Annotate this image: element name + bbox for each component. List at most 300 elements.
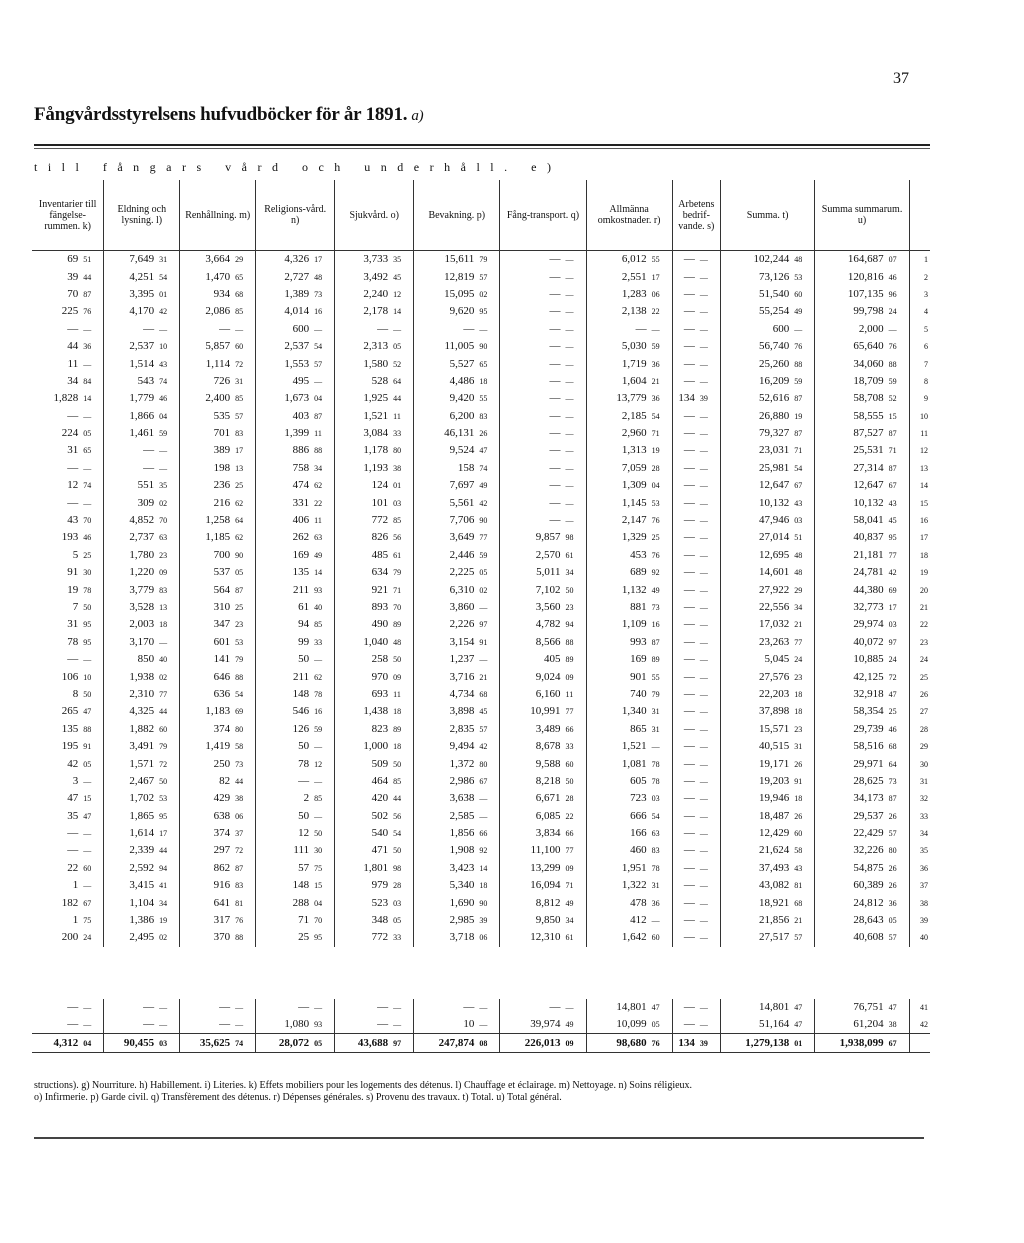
ore-cell: — (157, 442, 180, 459)
ore-cell: 75 (81, 912, 104, 929)
amount-cell: 4,251 (129, 270, 155, 283)
ore-cell: 87 (887, 425, 910, 442)
amount-cell: 12,819 (444, 270, 475, 283)
ore-cell: 22 (650, 303, 673, 320)
amount-cell: 921 (371, 583, 389, 596)
amount-cell: 31 (67, 444, 79, 457)
amount-cell: — (683, 792, 695, 805)
ore-cell: 45 (391, 268, 414, 285)
amount-cell: 2,737 (129, 531, 155, 544)
row-number: 22 (920, 620, 928, 630)
ore-cell: — (81, 460, 104, 477)
amount-cell: 9,620 (449, 305, 475, 318)
ore-cell: 77 (563, 703, 586, 720)
ore-cell: — (698, 912, 721, 929)
amount-cell: — (143, 1018, 155, 1031)
amount-cell: — (683, 705, 695, 718)
ore-cell: 95 (312, 929, 335, 946)
amount-cell: 1,642 (621, 931, 647, 944)
ore-cell: 57 (477, 268, 500, 285)
row-number: 1 (924, 255, 928, 265)
amount-cell: 12 (298, 827, 310, 840)
amount-cell: 14,801 (759, 1000, 790, 1013)
ore-cell: 54 (792, 460, 815, 477)
amount-cell: — (683, 427, 695, 440)
ore-cell: — (698, 808, 721, 825)
ore-cell: — (391, 999, 414, 1016)
table-row (32, 494, 930, 511)
ore-cell: 85 (312, 790, 335, 807)
amount-cell: 78 (298, 757, 310, 770)
amount-cell: 1,521 (363, 409, 389, 422)
amount-cell: — (549, 496, 561, 509)
ore-cell: — (312, 738, 335, 755)
ore-cell: 62 (233, 494, 256, 511)
amount-cell: 40,072 (853, 635, 884, 648)
ore-cell: 15 (887, 408, 910, 425)
ore-cell: 73 (887, 773, 910, 790)
amount-cell: 3,664 (205, 253, 231, 266)
ore-cell: 11 (312, 425, 335, 442)
ore-cell: 78 (650, 755, 673, 772)
ore-cell: 40 (312, 599, 335, 616)
ore-cell: 23 (563, 599, 586, 616)
amount-cell: 198 (213, 461, 231, 474)
amount-cell: 600 (772, 322, 790, 335)
amount-cell: 490 (371, 618, 389, 631)
amount-cell: 1,866 (129, 409, 155, 422)
amount-cell: 1,372 (449, 757, 475, 770)
amount-cell: 288 (292, 896, 310, 909)
amount-cell: 1,279,138 (720, 1034, 792, 1052)
ore-cell: — (698, 999, 721, 1016)
amount-cell: 4,326 (284, 253, 310, 266)
ore-cell: — (698, 321, 721, 338)
amount-cell: 10 (463, 1018, 475, 1031)
ore-cell: 96 (887, 286, 910, 303)
amount-cell: 1,145 (621, 496, 647, 509)
amount-cell: — (219, 1018, 231, 1031)
amount-cell: 2,537 (284, 340, 310, 353)
amount-cell: — (683, 531, 695, 544)
amount-cell: 22 (67, 861, 79, 874)
ledger-table-wrap (32, 180, 930, 1053)
ore-cell: — (157, 321, 180, 338)
amount-cell: 29,739 (853, 722, 884, 735)
amount-cell: 543 (137, 374, 155, 387)
amount-cell: 2,446 (449, 548, 475, 561)
amount-cell: 5,857 (205, 340, 231, 353)
ore-cell: 89 (563, 651, 586, 668)
row-number: 29 (920, 742, 928, 752)
ore-cell: — (477, 999, 500, 1016)
ore-cell: — (563, 303, 586, 320)
ore-cell: 72 (887, 668, 910, 685)
ore-cell: 05 (233, 564, 256, 581)
table-row (32, 1016, 930, 1034)
ore-cell: 13 (157, 599, 180, 616)
ore-cell: — (81, 999, 104, 1016)
amount-cell: — (549, 340, 561, 353)
row-number: 23 (920, 637, 928, 647)
ore-cell: 07 (887, 251, 910, 269)
ore-cell: 79 (391, 564, 414, 581)
amount-cell: 8,566 (535, 635, 561, 648)
amount-cell: 4,312 (32, 1034, 81, 1052)
table-row (32, 564, 930, 581)
ore-cell: 87 (887, 790, 910, 807)
amount-cell: — (683, 722, 695, 735)
ore-cell: 02 (157, 668, 180, 685)
amount-cell: 224 (61, 427, 79, 440)
ore-cell: 67 (887, 477, 910, 494)
column-header: Sjukvård. o) (335, 180, 414, 251)
amount-cell: 195 (61, 740, 79, 753)
amount-cell: 15,571 (759, 722, 790, 735)
ore-cell: 57 (887, 825, 910, 842)
amount-cell: 1,780 (129, 548, 155, 561)
amount-cell: — (67, 461, 79, 474)
ore-cell: 78 (81, 581, 104, 598)
ore-cell: 31 (650, 721, 673, 738)
ore-cell: 87 (233, 860, 256, 877)
amount-cell: 1,329 (621, 531, 647, 544)
ore-cell: 09 (391, 668, 414, 685)
row-number: 6 (924, 342, 928, 352)
amount-cell: 29,974 (853, 618, 884, 631)
ore-cell: 73 (233, 755, 256, 772)
amount-cell: 1,580 (363, 357, 389, 370)
ore-cell: 47 (477, 442, 500, 459)
row-number: 39 (920, 916, 928, 926)
amount-cell: 19 (67, 583, 79, 596)
amount-cell: 24,781 (853, 566, 884, 579)
amount-cell: 3,718 (449, 931, 475, 944)
amount-cell: 65,640 (853, 340, 884, 353)
ore-cell: 57 (792, 929, 815, 946)
ore-cell: 47 (650, 999, 673, 1016)
amount-cell: 3,560 (535, 601, 561, 613)
ore-cell: 26 (887, 808, 910, 825)
ore-cell: 38 (887, 1016, 910, 1034)
ore-cell: 50 (391, 651, 414, 668)
amount-cell: 17,032 (759, 618, 790, 631)
ore-cell: 77 (157, 686, 180, 703)
amount-cell: 6,310 (449, 583, 475, 596)
ore-cell: — (698, 877, 721, 894)
ledger-body (32, 251, 930, 1053)
amount-cell: 211 (293, 583, 310, 596)
amount-cell: 28,072 (256, 1034, 312, 1052)
ore-cell: — (477, 808, 500, 825)
amount-cell: 4,852 (129, 514, 155, 527)
amount-cell: 2,240 (363, 287, 389, 300)
ore-cell: 50 (391, 842, 414, 859)
ore-cell: 88 (792, 355, 815, 372)
amount-cell: 464 (371, 774, 389, 787)
ore-cell: 76 (650, 1034, 673, 1052)
ore-cell: 26 (477, 425, 500, 442)
ore-cell: 09 (563, 668, 586, 685)
amount-cell: — (549, 287, 561, 300)
ore-cell: 14 (312, 564, 335, 581)
amount-cell: 21,624 (759, 844, 790, 857)
ore-cell: — (698, 825, 721, 842)
table-row (32, 738, 930, 755)
amount-cell: 772 (371, 514, 389, 527)
ore-cell: 57 (887, 929, 910, 946)
table-row (32, 860, 930, 877)
table-row (32, 303, 930, 320)
amount-cell: 1,237 (449, 653, 475, 666)
ore-cell: — (563, 286, 586, 303)
ore-cell: 31 (233, 373, 256, 390)
row-number: 24 (920, 655, 928, 665)
amount-cell: 4,486 (449, 374, 475, 387)
ore-cell: 11 (391, 408, 414, 425)
ore-cell: 46 (81, 529, 104, 546)
ore-cell: — (563, 425, 586, 442)
amount-cell: 916 (213, 879, 231, 892)
amount-cell: 1,386 (129, 914, 155, 927)
ore-cell: — (698, 755, 721, 772)
ore-cell: 05 (391, 338, 414, 355)
ore-cell: 31 (792, 738, 815, 755)
ore-cell: 79 (650, 686, 673, 703)
amount-cell: 3,489 (535, 722, 561, 735)
table-row (32, 773, 930, 790)
amount-cell: 236 (213, 479, 231, 492)
amount-cell: 35 (67, 809, 79, 822)
amount-cell: 5,561 (449, 496, 475, 509)
ore-cell: 11 (563, 686, 586, 703)
amount-cell: 1,438 (363, 705, 389, 718)
ore-cell: 76 (81, 303, 104, 320)
amount-cell: 2,086 (205, 305, 231, 318)
ore-cell: 14 (477, 860, 500, 877)
ore-cell: 36 (650, 355, 673, 372)
amount-cell: — (143, 444, 155, 457)
amount-cell: 225 (61, 305, 79, 318)
ore-cell: 93 (312, 581, 335, 598)
amount-cell: 26,880 (759, 409, 790, 422)
ore-cell: 53 (792, 268, 815, 285)
ore-cell: — (698, 651, 721, 668)
ore-cell: 24 (81, 929, 104, 946)
ore-cell: — (698, 425, 721, 442)
amount-cell: 403 (292, 409, 310, 422)
ore-cell: 50 (312, 825, 335, 842)
row-number: 38 (920, 898, 928, 908)
amount-cell: 54,875 (853, 861, 884, 874)
ore-cell: 48 (792, 251, 815, 269)
ore-cell: 87 (792, 390, 815, 407)
ore-cell: 44 (233, 773, 256, 790)
amount-cell: 5,527 (449, 357, 475, 370)
ore-cell: 64 (391, 373, 414, 390)
amount-cell: 58,354 (853, 705, 884, 718)
ore-cell: 52 (887, 390, 910, 407)
amount-cell: — (683, 687, 695, 700)
amount-cell: — (683, 601, 695, 613)
ore-cell: 94 (563, 616, 586, 633)
amount-cell: 1,673 (284, 392, 310, 405)
amount-cell: — (377, 322, 389, 335)
amount-cell: — (549, 374, 561, 387)
ore-cell: 26 (887, 877, 910, 894)
row-number: 40 (920, 933, 928, 943)
amount-cell: — (683, 566, 695, 579)
amount-cell: 7,059 (621, 461, 647, 474)
ore-cell: 19 (157, 912, 180, 929)
amount-cell: 47,946 (759, 514, 790, 527)
ore-cell: 05 (391, 912, 414, 929)
amount-cell: 1,080 (284, 1018, 310, 1031)
amount-cell: 58,708 (853, 392, 884, 405)
ore-cell: 91 (792, 773, 815, 790)
amount-cell: 2,570 (535, 548, 561, 561)
amount-cell: 1,925 (363, 392, 389, 405)
ore-cell: 42 (157, 303, 180, 320)
amount-cell: 42 (67, 757, 79, 770)
amount-cell: 970 (371, 670, 389, 683)
amount-cell: 901 (630, 670, 647, 683)
amount-cell: 1,183 (205, 705, 231, 718)
amount-cell: 25,981 (759, 461, 790, 474)
table-row (32, 668, 930, 685)
amount-cell: 51,540 (759, 287, 790, 300)
amount-cell: 71 (298, 914, 310, 927)
ore-cell: 05 (650, 1016, 673, 1034)
ore-cell: 47 (81, 703, 104, 720)
amount-cell: 700 (213, 548, 231, 561)
amount-cell: 535 (213, 409, 231, 422)
amount-cell: 46,131 (444, 427, 475, 440)
amount-cell: 2,537 (129, 340, 155, 353)
ore-cell: 90 (477, 894, 500, 911)
amount-cell: 689 (630, 566, 647, 579)
ore-cell: — (563, 390, 586, 407)
amount-cell: 12,310 (530, 931, 561, 944)
ore-cell: 76 (887, 338, 910, 355)
ore-cell: 33 (391, 929, 414, 946)
amount-cell: 24,812 (853, 896, 884, 909)
amount-cell: 5,045 (764, 653, 790, 666)
ore-cell: 48 (792, 547, 815, 564)
ore-cell: 02 (477, 581, 500, 598)
amount-cell: 478 (630, 896, 647, 909)
ore-cell: 03 (792, 512, 815, 529)
ore-cell: 55 (650, 251, 673, 269)
amount-cell: — (683, 740, 695, 753)
table-row (32, 338, 930, 355)
ore-cell: 14 (391, 303, 414, 320)
ore-cell: 73 (650, 599, 673, 616)
amount-cell: 28,643 (853, 914, 884, 927)
amount-cell: 141 (213, 653, 231, 666)
ore-cell: 77 (792, 634, 815, 651)
ore-cell: — (477, 321, 500, 338)
amount-cell: 1,132 (621, 583, 647, 596)
ore-cell: — (698, 477, 721, 494)
amount-cell: 32,918 (853, 687, 884, 700)
amount-cell: 297 (213, 844, 231, 857)
amount-cell: 34 (67, 374, 79, 387)
ore-cell: 42 (477, 738, 500, 755)
ore-cell: 06 (477, 929, 500, 946)
ore-cell: 60 (792, 825, 815, 842)
row-number: 26 (920, 689, 928, 699)
ore-cell: 04 (81, 1034, 104, 1052)
ore-cell: — (563, 321, 586, 338)
amount-cell: 32,226 (853, 844, 884, 857)
amount-cell: 82 (219, 774, 231, 787)
ore-cell: 06 (650, 286, 673, 303)
amount-cell: 34,173 (853, 792, 884, 805)
amount-cell: 693 (371, 687, 389, 700)
amount-cell: 40,608 (853, 931, 884, 944)
amount-cell: 2,178 (363, 305, 389, 318)
ore-cell: 10 (157, 338, 180, 355)
amount-cell: 523 (371, 896, 389, 909)
table-row (32, 355, 930, 372)
ore-cell: 44 (81, 268, 104, 285)
amount-cell: 2,400 (205, 392, 231, 405)
page-number: 37 (893, 70, 909, 87)
amount-cell: 5,011 (536, 566, 561, 579)
ore-cell: 17 (157, 825, 180, 842)
amount-cell: 1,938,099 (815, 1034, 887, 1052)
ore-cell: 45 (477, 703, 500, 720)
ore-cell: 71 (792, 442, 815, 459)
ore-cell: 79 (157, 738, 180, 755)
ore-cell: 05 (887, 912, 910, 929)
ore-cell: 44 (157, 703, 180, 720)
amount-cell: — (67, 844, 79, 857)
ore-cell: — (887, 321, 910, 338)
amount-cell: — (549, 479, 561, 492)
ore-cell: 28 (391, 877, 414, 894)
amount-cell: 13,779 (616, 392, 647, 405)
amount-cell: 134 (672, 1034, 698, 1052)
ore-cell: 43 (792, 860, 815, 877)
amount-cell: 5,030 (621, 340, 647, 353)
column-header: Fång-transport. q) (500, 180, 586, 251)
amount-cell: 1,104 (129, 896, 155, 909)
amount-cell: 886 (292, 444, 310, 457)
amount-cell: 27,014 (759, 531, 790, 544)
ore-cell: — (563, 373, 586, 390)
amount-cell: 57 (298, 861, 310, 874)
ore-cell: 25 (233, 477, 256, 494)
ore-cell: 51 (81, 251, 104, 269)
amount-cell: 1 (72, 914, 79, 927)
ore-cell: 50 (81, 686, 104, 703)
ore-cell: 16 (312, 303, 335, 320)
amount-cell: 347 (213, 618, 231, 631)
ore-cell: 74 (233, 1034, 256, 1052)
ore-cell: 54 (650, 408, 673, 425)
amount-cell: 9,857 (535, 531, 561, 544)
table-row (32, 477, 930, 494)
ore-cell: 09 (157, 564, 180, 581)
ore-cell: 97 (477, 616, 500, 633)
amount-cell: 61,204 (853, 1018, 884, 1031)
ore-cell: 16 (312, 703, 335, 720)
amount-cell: 2,138 (621, 305, 647, 318)
amount-cell: 40,837 (853, 531, 884, 544)
ore-cell: — (698, 721, 721, 738)
